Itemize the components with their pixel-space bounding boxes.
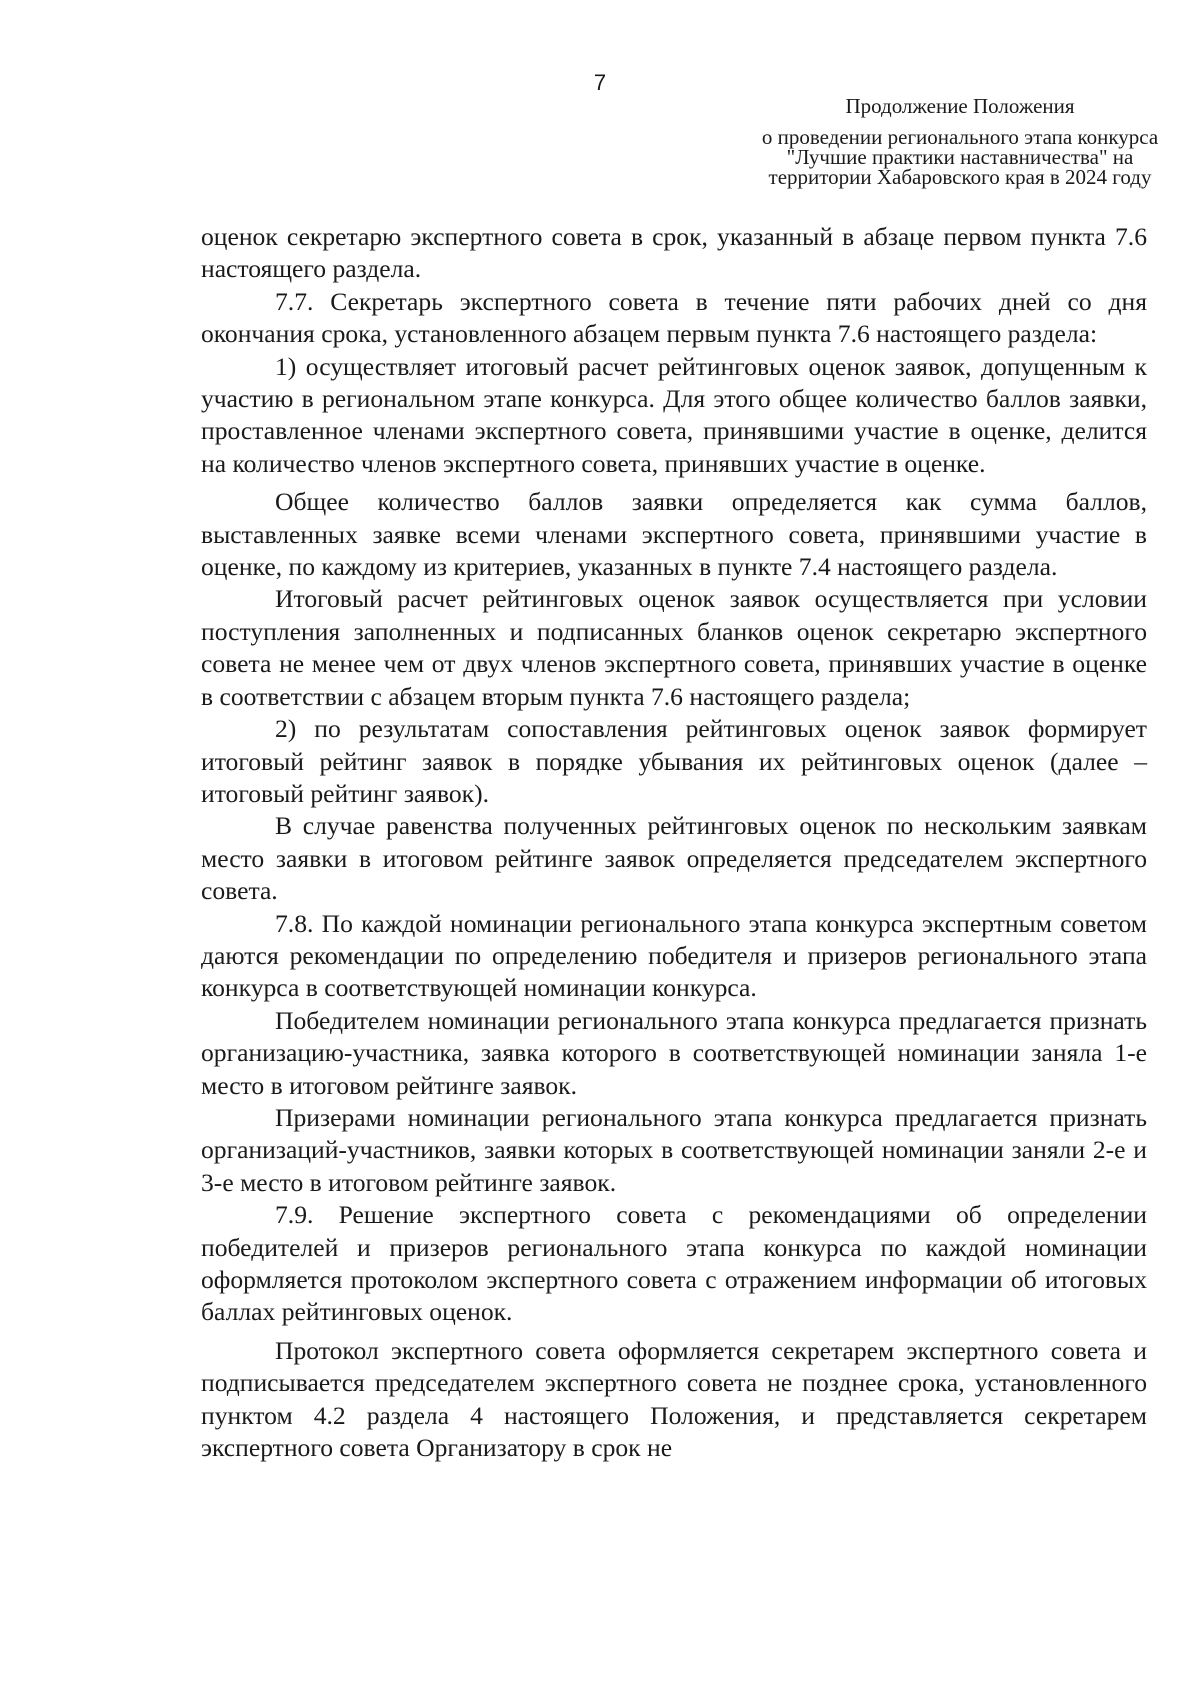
paragraph: 7.8. По каждой номинации регионального этапа конкурса экспертным советом даются рекомендации по определению победителя и призеров регионального этапа конкурса в соответствующей номинации конкурса. <box>201 908 1147 1003</box>
paragraph: Призерами номинации регионального этапа конкурса предлагается признать организаций-участников, заявки которых в соответствующей номинации заняли 2-е и 3-е место в итоговом рейтинге заявок. <box>201 1102 1147 1197</box>
paragraph: В случае равенства полученных рейтинговых оценок по нескольким заявкам место заявки в итоговом рейтинге заявок определяется председателем экспертного совета. <box>201 811 1147 906</box>
paragraph: Протокол экспертного совета оформляется секретарем экспертного совета и подписывается председателем экспертного совета не позднее срока, установленного пунктом 4.2 раздела 4 настоящего Положения, и представляется секретарем экспертного совета Организатору в срок не <box>201 1335 1147 1463</box>
header-subtitle: о проведении регионального этапа конкурса "Лучшие практики наставничества" на территории Хабаровского края в 2024 году <box>761 125 1159 189</box>
document-body <box>201 221 1147 1464</box>
header-title: Продолжение Положения <box>845 94 1075 118</box>
paragraph: 1) осуществляет итоговый расчет рейтинговых оценок заявок, допущенным к участию в региональном этапе конкурса. Для этого общее количество баллов заявки, проставленное членами экспертного совета, принявшими участие в оценке, делится на количество членов экспертного совета, принявших участие в оценке. <box>201 351 1147 478</box>
paragraph: 7.7. Секретарь экспертного совета в течение пяти рабочих дней со дня окончания срока, установленного абзацем первым пункта 7.6 настоящего раздела: <box>201 286 1147 349</box>
page-number: 7 <box>593 70 607 95</box>
document-header <box>760 96 1160 187</box>
paragraph: оценок секретарю экспертного совета в срок, указанный в абзаце первом пункта 7.6 настоящего раздела. <box>201 222 1147 284</box>
paragraph: Общее количество баллов заявки определяется как сумма баллов, выставленных заявке всеми членами экспертного совета, принявшими участие в оценке, по каждому из критериев, указанных в пункте 7.4 настоящего раздела. <box>201 487 1147 582</box>
paragraph: 7.9. Решение экспертного совета с рекомендациями об определении победителей и призеров регионального этапа конкурса по каждой номинации оформляется протоколом экспертного совета с отражением информации об итоговых баллах рейтинговых оценок. <box>201 1200 1147 1327</box>
paragraph: Итоговый расчет рейтинговых оценок заявок осуществляется при условии поступления заполненных и подписанных бланков оценок секретарю экспертного совета не менее чем от двух членов экспертного совета, принявших участие в оценке в соответствии с абзацем вторым пункта 7.6 настоящего раздела; <box>201 584 1147 711</box>
paragraph: Победителем номинации регионального этапа конкурса предлагается признать организацию-участника, заявка которого в соответствующей номинации заняла 1-е место в итоговом рейтинге заявок. <box>201 1005 1147 1100</box>
paragraph: 2) по результатам сопоставления рейтинговых оценок заявок формирует итоговый рейтинг заявок в порядке убывания их рейтинговых оценок (далее – итоговый рейтинг заявок). <box>201 714 1147 808</box>
